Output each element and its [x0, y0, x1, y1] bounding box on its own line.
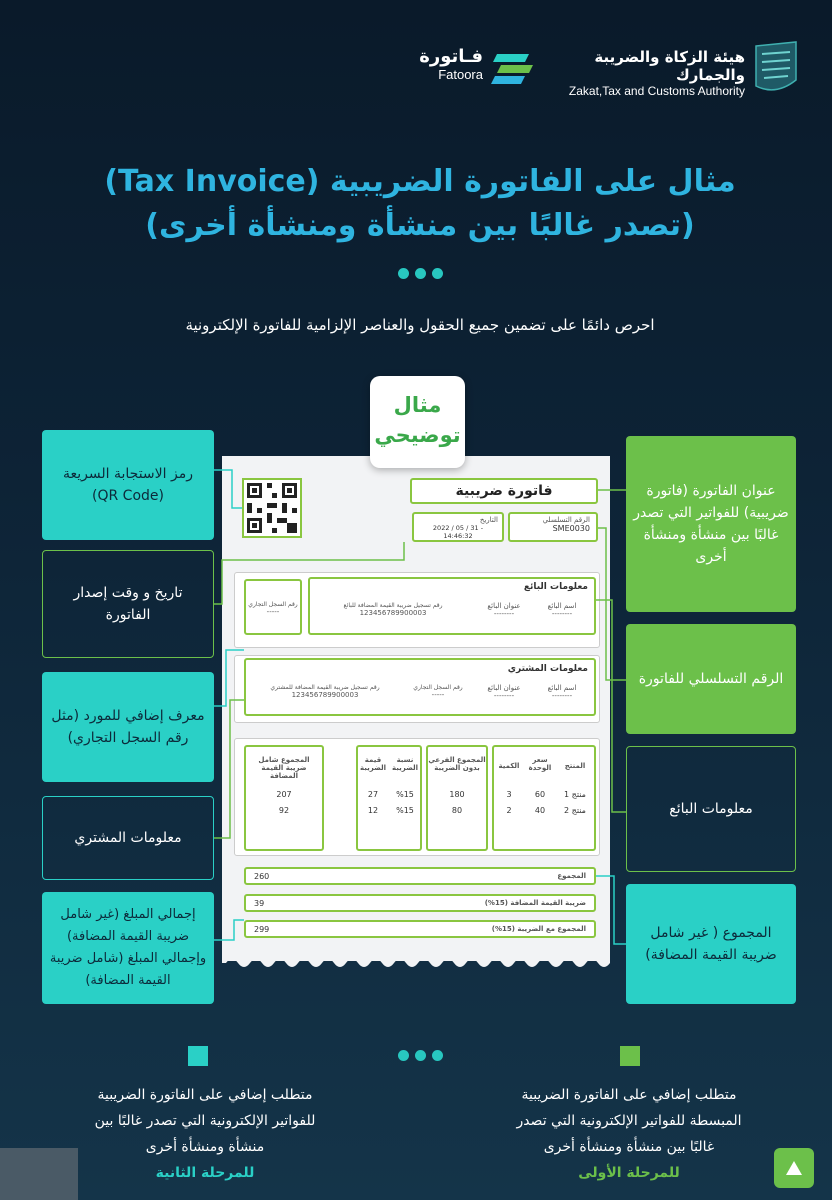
row2-price: 40 — [534, 806, 546, 815]
row1-total: 207 — [276, 790, 292, 799]
row1-tax: 27 — [367, 790, 379, 799]
buyer-address-label: عنوان البائع — [487, 684, 521, 692]
label-invoice-title: عنوان الفاتورة (فاتورة ضريبية) للفواتير التي تصدر غالبًا بين منشأة ومنشأة أخرى — [626, 436, 796, 612]
buyer-address-value: -------- — [493, 692, 515, 700]
invoice-heading: فاتورة ضريبية — [410, 478, 598, 504]
title-line-1: مثال على الفاتورة الضريبية (Tax Invoice) — [104, 164, 736, 199]
row2-total: 92 — [278, 806, 290, 815]
grand-total-label: المجموع مع الضريبة (15%) — [491, 925, 586, 933]
fatoora-name-en: Fatoora — [438, 67, 483, 82]
buyer-name-value: -------- — [551, 692, 573, 700]
date-label: التاريخ — [479, 516, 498, 524]
tag-line-2: توضيحي — [374, 423, 461, 447]
serial-value: SME0030 — [552, 524, 590, 533]
phase2-square-icon — [188, 1046, 208, 1066]
label-totals: إجمالي المبلغ (غير شامل ضريبة القيمة المضافة) وإجمالي المبلغ (شامل ضريبة القيمة المضافة) — [42, 892, 214, 1004]
row1-price: 60 — [534, 790, 546, 799]
date-value: 2022 / 05 / 31 - 14:46:32 — [432, 524, 484, 540]
fatoora-name-ar: فـاتورة — [419, 46, 483, 67]
label-total-excl-vat: المجموع ( غير شامل ضريبة القيمة المضافة) — [626, 884, 796, 1004]
row2-subtotal: 80 — [451, 806, 463, 815]
seller-vat-value: 123456789900003 — [359, 609, 427, 617]
th-unit-price: سعر الوحدة — [528, 756, 552, 772]
buyer-cr-value: ----- — [431, 691, 445, 699]
footer-phase2-label: للمرحلة الثانية — [155, 1165, 255, 1181]
buyer-name-label: اسم البائع — [547, 684, 577, 692]
footer-phase2-text: متطلب إضافي على الفاتورة الضريبية للفواتير الإلكترونية التي تصدر غالبًا بين منشأة ومنشأة أخرى — [94, 1087, 316, 1155]
grand-total-value: 299 — [254, 924, 270, 934]
serial-label: الرقم التسلسلي — [542, 516, 590, 524]
buyer-vat-value: 123456789900003 — [291, 691, 359, 699]
scroll-top-button[interactable] — [774, 1148, 814, 1188]
seller-cr-value: ----- — [266, 608, 280, 616]
seller-name-label: اسم البائع — [547, 602, 577, 610]
zatca-name-en: Zakat,Tax and Customs Authority — [568, 84, 745, 98]
footer-dots — [398, 1050, 443, 1061]
tag-line-1: مثال — [393, 393, 442, 417]
th-product: المنتج — [564, 762, 586, 770]
seller-cr-label: رقم السجل التجاري — [248, 601, 298, 608]
zatca-name-ar: هيئة الزكاة والضريبة والجمارك — [594, 48, 745, 84]
row1-subtotal: 180 — [449, 790, 465, 799]
row1-product: منتج 1 — [564, 790, 586, 799]
row2-tax: 12 — [367, 806, 379, 815]
label-supplier-id: معرف إضافي للمورد (مثل رقم السجل التجاري) — [42, 672, 214, 782]
vat-value: 39 — [254, 898, 265, 908]
seller-address-label: عنوان البائع — [487, 602, 521, 610]
buyer-title: معلومات المشتري — [507, 664, 588, 674]
seller-title: معلومات البائع — [523, 582, 588, 592]
th-total: المجموع شامل ضريبة القيمة المضافة — [258, 756, 310, 780]
label-seller-info: معلومات البائع — [626, 746, 796, 872]
buyer-cr-label: رقم السجل التجاري — [413, 684, 463, 691]
row2-rate: %15 — [396, 806, 414, 815]
footer-phase1-text: متطلب إضافي على الفاتورة الضريبية المبسطة للفواتير الإلكترونية التي تصدر غالبًا بين منشأة ومنشأة أخرى — [516, 1087, 742, 1155]
th-qty: الكمية — [498, 762, 520, 770]
seller-vat-label: رقم تسجيل ضريبة القيمة المضافة للبائع — [343, 602, 443, 609]
row1-qty: 3 — [506, 790, 512, 799]
row1-rate: %15 — [396, 790, 414, 799]
th-tax: قيمة الضريبة — [359, 756, 386, 772]
buyer-vat-label: رقم تسجيل ضريبة القيمة المضافة للمشتري — [270, 684, 380, 691]
seller-name-value: -------- — [551, 610, 573, 618]
footer-phase1 — [504, 1082, 754, 1186]
th-rate: نسبة الضريبة — [391, 756, 418, 772]
sum-label: المجموع — [557, 872, 586, 880]
label-qr-code: رمز الاستجابة السريعة (QR Code) — [42, 430, 214, 540]
row2-qty: 2 — [506, 806, 512, 815]
vat-label: ضريبة القيمة المضافة (15%) — [484, 899, 586, 907]
sum-value: 260 — [254, 871, 270, 881]
label-serial-number: الرقم التسلسلي للفاتورة — [626, 624, 796, 734]
corner-block — [0, 1148, 78, 1200]
footer-phase2 — [80, 1082, 330, 1186]
arrow-up-icon — [784, 1159, 804, 1177]
subtitle: احرص دائمًا على تضمين جميع الحقول والعناصر الإلزامية للفاتورة الإلكترونية — [185, 316, 655, 334]
label-date-time: تاريخ و وقت إصدار الفاتورة — [42, 550, 214, 658]
footer-phase1-label: للمرحلة الأولى — [578, 1165, 680, 1181]
th-subtotal: المجموع الفرعي بدون الضريبة — [428, 756, 486, 772]
seller-address-value: -------- — [493, 610, 515, 618]
row2-product: منتج 2 — [564, 806, 586, 815]
phase1-square-icon — [620, 1046, 640, 1066]
title-line-2: (تصدر غالبًا بين منشأة ومنشأة أخرى) — [145, 208, 695, 243]
label-buyer-info: معلومات المشتري — [42, 796, 214, 880]
